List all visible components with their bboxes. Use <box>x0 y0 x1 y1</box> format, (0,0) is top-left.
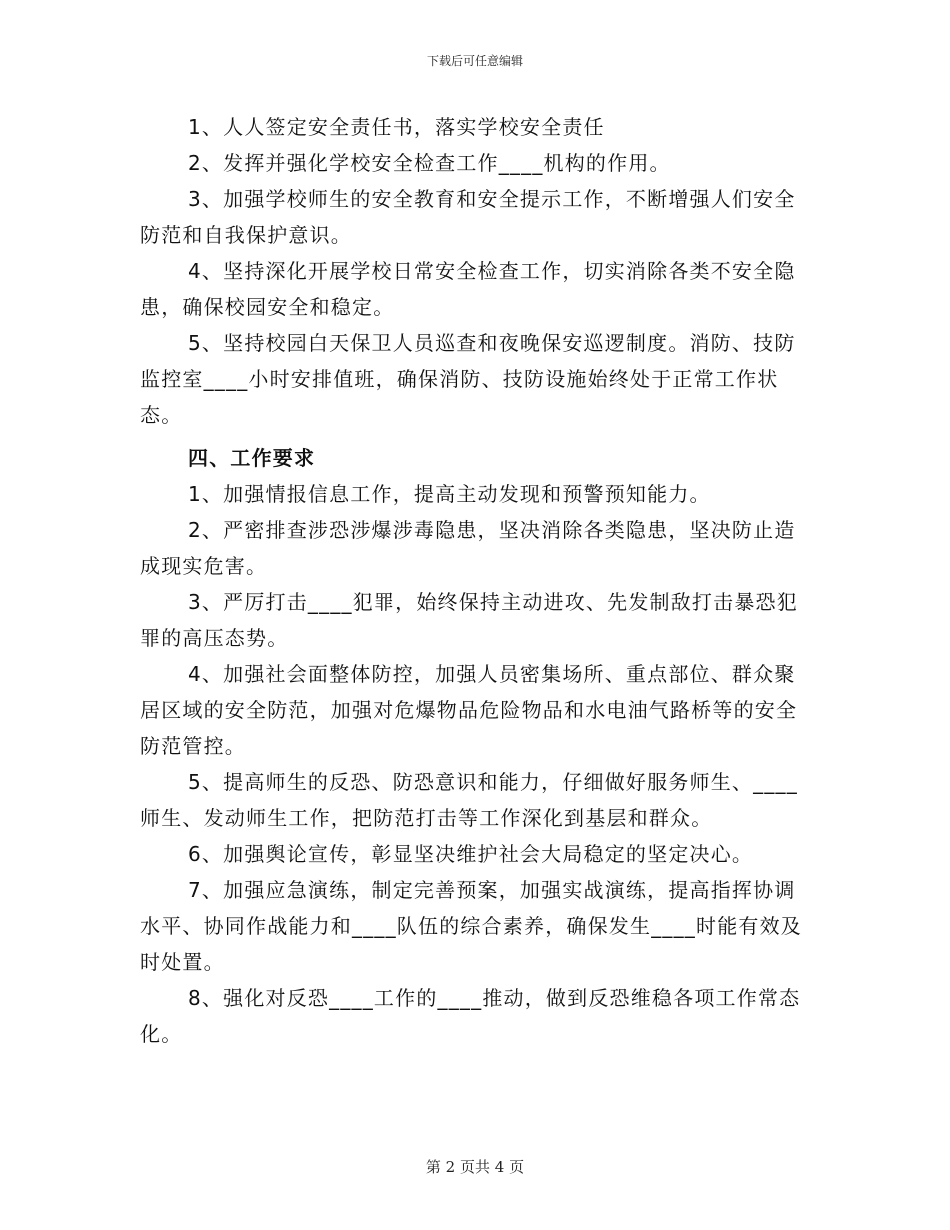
paragraph-a3: 3、加强学校师生的安全教育和安全提示工作，不断增强人们安全防范和自我保护意识。 <box>140 187 796 247</box>
paragraph-b8: 8、强化对反恐____工作的____推动，做到反恐维稳各项工作常态化。 <box>140 986 801 1046</box>
paragraph-a5: 5、坚持校园白天保卫人员巡查和夜晚保安巡逻制度。消防、技防监控室____小时安排值班，确保消防、技防设施始终处于正常工作状态。 <box>140 331 796 427</box>
paragraph-b6: 6、加强舆论宣传，彰显坚决维护社会大局稳定的坚定决心。 <box>188 842 754 866</box>
paragraph-b5: 5、提高师生的反恐、防恐意识和能力，仔细做好服务师生、____师生、发动师生工作，把防范打击等工作深化到基层和群众。 <box>140 770 798 830</box>
paragraph-a2: 2、发挥并强化学校安全检查工作____机构的作用。 <box>188 151 671 175</box>
paragraph-b1: 1、加强情报信息工作，提高主动发现和预警预知能力。 <box>188 482 711 506</box>
paragraph-b2: 2、严密排查涉恐涉爆涉毒隐患，坚决消除各类隐患，坚决防止造成现实危害。 <box>140 518 796 578</box>
paragraph-b7: 7、加强应急演练，制定完善预案，加强实战演练，提高指挥协调水平、协同作战能力和____队伍的综合素养，确保发生____时能有效及时处置。 <box>140 878 802 974</box>
paragraph-b3: 3、严厉打击____犯罪，始终保持主动进攻、先发制敌打击暴恐犯罪的高压态势。 <box>140 590 798 650</box>
paragraph-a1: 1、人人签定安全责任书，落实学校安全责任 <box>188 115 605 139</box>
paragraph-a4: 4、坚持深化开展学校日常安全检查工作，切实消除各类不安全隐患，确保校园安全和稳定。 <box>140 259 796 319</box>
paragraph-b4: 4、加强社会面整体防控，加强人员密集场所、重点部位、群众聚居区域的安全防范，加强对危爆物品危险物品和水电油气路桥等的安全防范管控。 <box>140 662 798 758</box>
section-heading: 四、工作要求 <box>188 446 316 470</box>
document-body <box>140 109 808 1052</box>
page-number: 第 2 页共 4 页 <box>425 1158 525 1176</box>
page-header-note: 下载后可任意编辑 <box>426 54 523 68</box>
